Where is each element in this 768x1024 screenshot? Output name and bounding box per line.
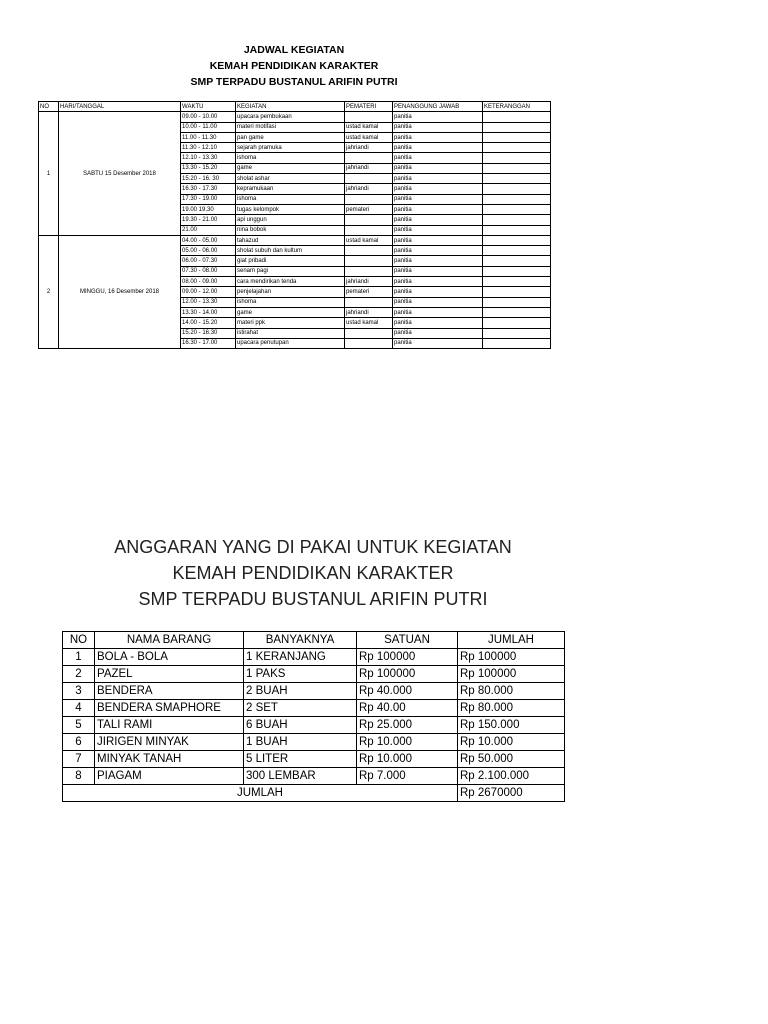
schedule-header-cell: WAKTU — [181, 102, 236, 112]
budget-cell-qty: 6 BUAH — [244, 717, 357, 734]
budget-cell-item: BOLA - BOLA — [95, 649, 244, 666]
schedule-cell-activity: sholat subuh dan kultum — [236, 246, 345, 256]
schedule-header-cell: KETERANGGAN — [483, 102, 551, 112]
budget-body — [63, 649, 565, 785]
schedule-cell-activity: giat pribadi — [236, 256, 345, 266]
budget-cell-qty: 1 KERANJANG — [244, 649, 357, 666]
schedule-cell-speaker: jahriandi — [345, 277, 393, 287]
budget-cell-unit: Rp 40.00 — [357, 700, 458, 717]
schedule-cell-activity: sejarah pramuka — [236, 143, 345, 153]
budget-cell-no: 2 — [63, 666, 95, 683]
schedule-cell-pic: panitia — [393, 143, 483, 153]
budget-header-cell: NAMA BARANG — [95, 632, 244, 649]
budget-cell-no: 1 — [63, 649, 95, 666]
schedule-cell-activity: kepramukaan — [236, 184, 345, 194]
schedule-cell-time: 10.00 - 11.00 — [181, 122, 236, 132]
schedule-cell-activity: materi ppk — [236, 318, 345, 328]
schedule-cell-speaker: ustad kamal — [345, 132, 393, 142]
schedule-cell-time: 09.00 - 12.00 — [181, 287, 236, 297]
schedule-cell-pic: panitia — [393, 163, 483, 173]
schedule-cell-pic: panitia — [393, 225, 483, 235]
schedule-cell-time: 07.30 - 08.00 — [181, 266, 236, 276]
schedule-cell-speaker — [345, 112, 393, 122]
budget-cell-total: Rp 100000 — [458, 649, 565, 666]
budget-cell-total: Rp 2.100.000 — [458, 768, 565, 785]
schedule-cell-pic: panitia — [393, 297, 483, 307]
schedule-day-date: SABTU 15 Desember 2018 — [59, 112, 181, 236]
schedule-cell-time: 19.30 - 21.00 — [181, 215, 236, 225]
schedule-cell-time: 19.00 19.30 — [181, 204, 236, 214]
budget-cell-total: Rp 50.000 — [458, 751, 565, 768]
schedule-cell-time: 13.30 - 15.20 — [181, 163, 236, 173]
schedule-cell-pic: panitia — [393, 204, 483, 214]
schedule-cell-activity: upacara penutupan — [236, 338, 345, 348]
budget-cell-no: 7 — [63, 751, 95, 768]
schedule-cell-speaker — [345, 328, 393, 338]
budget-header-row — [63, 632, 565, 649]
budget-row — [63, 683, 565, 700]
schedule-cell-speaker: ustad kamal — [345, 122, 393, 132]
budget-cell-item: PAZEL — [95, 666, 244, 683]
budget-cell-no: 8 — [63, 768, 95, 785]
budget-cell-item: BENDERA — [95, 683, 244, 700]
budget-header-cell: SATUAN — [357, 632, 458, 649]
budget-cell-item: TALI RAMI — [95, 717, 244, 734]
schedule-cell-time: 04.00 - 05.00 — [181, 235, 236, 245]
schedule-cell-note — [483, 153, 551, 163]
budget-title-line: ANGGARAN YANG DI PAKAI UNTUK KEGIATAN — [114, 537, 512, 557]
schedule-cell-speaker: jahriandi — [345, 163, 393, 173]
schedule-cell-speaker — [345, 246, 393, 256]
schedule-cell-speaker — [345, 225, 393, 235]
budget-row — [63, 666, 565, 683]
schedule-cell-pic: panitia — [393, 338, 483, 348]
schedule-cell-speaker — [345, 153, 393, 163]
schedule-cell-pic: panitia — [393, 287, 483, 297]
schedule-cell-speaker: ustad kamal — [345, 235, 393, 245]
schedule-cell-note — [483, 204, 551, 214]
schedule-cell-speaker: ustad kamal — [345, 318, 393, 328]
schedule-cell-pic: panitia — [393, 266, 483, 276]
budget-cell-unit: Rp 10.000 — [357, 734, 458, 751]
schedule-cell-speaker — [345, 194, 393, 204]
schedule-cell-pic: panitia — [393, 132, 483, 142]
schedule-cell-time: 16.30 - 17.00 — [181, 338, 236, 348]
schedule-cell-pic: panitia — [393, 194, 483, 204]
schedule-cell-pic: panitia — [393, 318, 483, 328]
schedule-cell-time: 15.20 - 16. 30 — [181, 174, 236, 184]
budget-cell-no: 4 — [63, 700, 95, 717]
schedule-cell-note — [483, 318, 551, 328]
budget-cell-unit: Rp 100000 — [357, 649, 458, 666]
budget-total-value: Rp 2670000 — [458, 785, 565, 802]
budget-cell-total: Rp 80.000 — [458, 683, 565, 700]
schedule-cell-note — [483, 277, 551, 287]
schedule-cell-pic: panitia — [393, 246, 483, 256]
budget-cell-item: BENDERA SMAPHORE — [95, 700, 244, 717]
schedule-cell-activity: cara mendirikan tenda — [236, 277, 345, 287]
schedule-cell-activity: game — [236, 307, 345, 317]
budget-row — [63, 751, 565, 768]
budget-cell-unit: Rp 7.000 — [357, 768, 458, 785]
schedule-cell-time: 14.00 - 15.20 — [181, 318, 236, 328]
budget-title-line: KEMAH PENDIDIKAN KARAKTER — [172, 563, 454, 583]
schedule-cell-pic: panitia — [393, 256, 483, 266]
budget-row — [63, 717, 565, 734]
budget-cell-unit: Rp 40.000 — [357, 683, 458, 700]
budget-cell-no: 5 — [63, 717, 95, 734]
schedule-header-cell: PEMATERI — [345, 102, 393, 112]
schedule-header-cell: NO — [39, 102, 59, 112]
budget-row — [63, 734, 565, 751]
schedule-table — [38, 101, 551, 349]
schedule-cell-note — [483, 246, 551, 256]
schedule-cell-time: 09.00 - 10.00 — [181, 112, 236, 122]
schedule-cell-pic: panitia — [393, 122, 483, 132]
budget-cell-qty: 300 LEMBAR — [244, 768, 357, 785]
schedule-cell-note — [483, 215, 551, 225]
schedule-cell-note — [483, 328, 551, 338]
schedule-cell-speaker — [345, 174, 393, 184]
budget-cell-unit: Rp 100000 — [357, 666, 458, 683]
budget-cell-item: JIRIGEN MINYAK — [95, 734, 244, 751]
schedule-day-no: 2 — [39, 235, 59, 348]
schedule-header-cell: PENANGGUNG JAWAB — [393, 102, 483, 112]
budget-header-cell: JUMLAH — [458, 632, 565, 649]
schedule-title-line: JADWAL KEGIATAN — [243, 44, 345, 56]
schedule-row — [39, 235, 551, 245]
budget-cell-item: PIAGAM — [95, 768, 244, 785]
schedule-title — [38, 42, 550, 90]
schedule-cell-activity: penjelajahan — [236, 287, 345, 297]
schedule-cell-time: 08.00 - 09.00 — [181, 277, 236, 287]
budget-cell-total: Rp 80.000 — [458, 700, 565, 717]
schedule-cell-time: 17.30 - 19.00 — [181, 194, 236, 204]
schedule-cell-time: 15.20 - 16.30 — [181, 328, 236, 338]
schedule-cell-note — [483, 163, 551, 173]
budget-cell-total: Rp 10.000 — [458, 734, 565, 751]
schedule-cell-note — [483, 338, 551, 348]
schedule-cell-note — [483, 132, 551, 142]
schedule-cell-speaker: pemateri — [345, 204, 393, 214]
budget-total-row — [63, 785, 565, 802]
schedule-header-row — [39, 102, 551, 112]
budget-cell-no: 6 — [63, 734, 95, 751]
schedule-cell-time: 11.30 - 12.10 — [181, 143, 236, 153]
schedule-cell-activity: ishoma — [236, 194, 345, 204]
schedule-cell-activity: ishoma — [236, 153, 345, 163]
schedule-cell-activity: game — [236, 163, 345, 173]
schedule-cell-time: 21.00 — [181, 225, 236, 235]
schedule-cell-note — [483, 266, 551, 276]
schedule-cell-speaker: jahriandi — [345, 307, 393, 317]
schedule-cell-note — [483, 287, 551, 297]
budget-cell-qty: 1 BUAH — [244, 734, 357, 751]
schedule-cell-time: 05.00 - 06.00 — [181, 246, 236, 256]
schedule-cell-pic: panitia — [393, 112, 483, 122]
schedule-cell-activity: api unggun — [236, 215, 345, 225]
schedule-cell-activity: upacara pembukaan — [236, 112, 345, 122]
schedule-cell-time: 12.10 - 13.30 — [181, 153, 236, 163]
budget-cell-qty: 5 LITER — [244, 751, 357, 768]
schedule-cell-note — [483, 122, 551, 132]
budget-cell-qty: 1 PAKS — [244, 666, 357, 683]
schedule-cell-activity: ishoma — [236, 297, 345, 307]
schedule-header-cell: HARI/TANGGAL — [59, 102, 181, 112]
budget-title — [62, 534, 564, 612]
budget-cell-total: Rp 100000 — [458, 666, 565, 683]
budget-title-line: SMP TERPADU BUSTANUL ARIFIN PUTRI — [138, 589, 488, 609]
schedule-cell-speaker — [345, 266, 393, 276]
schedule-header-cell: KEGIATAN — [236, 102, 345, 112]
schedule-cell-activity: istirahat — [236, 328, 345, 338]
schedule-cell-time: 13.30 - 14.00 — [181, 307, 236, 317]
schedule-title-line: KEMAH PENDIDIKAN KARAKTER — [209, 60, 379, 72]
schedule-title-line: SMP TERPADU BUSTANUL ARIFIN PUTRI — [190, 76, 398, 88]
schedule-cell-time: 16.30 - 17.30 — [181, 184, 236, 194]
schedule-cell-note — [483, 184, 551, 194]
budget-header-cell: BANYAKNYA — [244, 632, 357, 649]
schedule-day-no: 1 — [39, 112, 59, 236]
budget-cell-no: 3 — [63, 683, 95, 700]
schedule-cell-pic: panitia — [393, 184, 483, 194]
budget-cell-qty: 2 BUAH — [244, 683, 357, 700]
schedule-cell-pic: panitia — [393, 215, 483, 225]
budget-cell-total: Rp 150.000 — [458, 717, 565, 734]
schedule-cell-time: 12.00 - 13.30 — [181, 297, 236, 307]
schedule-cell-note — [483, 297, 551, 307]
schedule-cell-note — [483, 143, 551, 153]
schedule-cell-pic: panitia — [393, 277, 483, 287]
schedule-cell-note — [483, 174, 551, 184]
schedule-cell-note — [483, 235, 551, 245]
budget-row — [63, 700, 565, 717]
schedule-cell-time: 06.00 - 07.30 — [181, 256, 236, 266]
schedule-cell-pic: panitia — [393, 174, 483, 184]
schedule-cell-activity: nina bobok — [236, 225, 345, 235]
budget-cell-qty: 2 SET — [244, 700, 357, 717]
schedule-cell-speaker — [345, 338, 393, 348]
schedule-cell-pic: panitia — [393, 307, 483, 317]
budget-cell-item: MINYAK TANAH — [95, 751, 244, 768]
schedule-cell-activity: tugas kelompok — [236, 204, 345, 214]
schedule-cell-note — [483, 112, 551, 122]
schedule-cell-time: 11.00 - 11.30 — [181, 132, 236, 142]
budget-table — [62, 631, 565, 802]
schedule-body — [39, 112, 551, 349]
schedule-cell-activity: materi motifasi — [236, 122, 345, 132]
schedule-cell-pic: panitia — [393, 153, 483, 163]
schedule-cell-speaker — [345, 256, 393, 266]
schedule-cell-note — [483, 256, 551, 266]
schedule-cell-activity: tahazud — [236, 235, 345, 245]
schedule-cell-speaker — [345, 215, 393, 225]
schedule-row — [39, 112, 551, 122]
schedule-cell-speaker — [345, 297, 393, 307]
schedule-cell-activity: sholat ashar — [236, 174, 345, 184]
budget-total-label: JUMLAH — [63, 785, 458, 802]
budget-header-cell: NO — [63, 632, 95, 649]
budget-cell-unit: Rp 25.000 — [357, 717, 458, 734]
schedule-cell-activity: pan game — [236, 132, 345, 142]
budget-row — [63, 649, 565, 666]
schedule-day-date: MINGGU, 16 Desember 2018 — [59, 235, 181, 348]
schedule-cell-speaker: pemateri — [345, 287, 393, 297]
budget-cell-unit: Rp 10.000 — [357, 751, 458, 768]
schedule-cell-speaker: jahriandi — [345, 184, 393, 194]
schedule-cell-pic: panitia — [393, 235, 483, 245]
schedule-cell-note — [483, 194, 551, 204]
schedule-cell-activity: senam pagi — [236, 266, 345, 276]
schedule-cell-pic: panitia — [393, 328, 483, 338]
schedule-cell-note — [483, 307, 551, 317]
schedule-cell-note — [483, 225, 551, 235]
schedule-cell-speaker: jahriandi — [345, 143, 393, 153]
budget-row — [63, 768, 565, 785]
